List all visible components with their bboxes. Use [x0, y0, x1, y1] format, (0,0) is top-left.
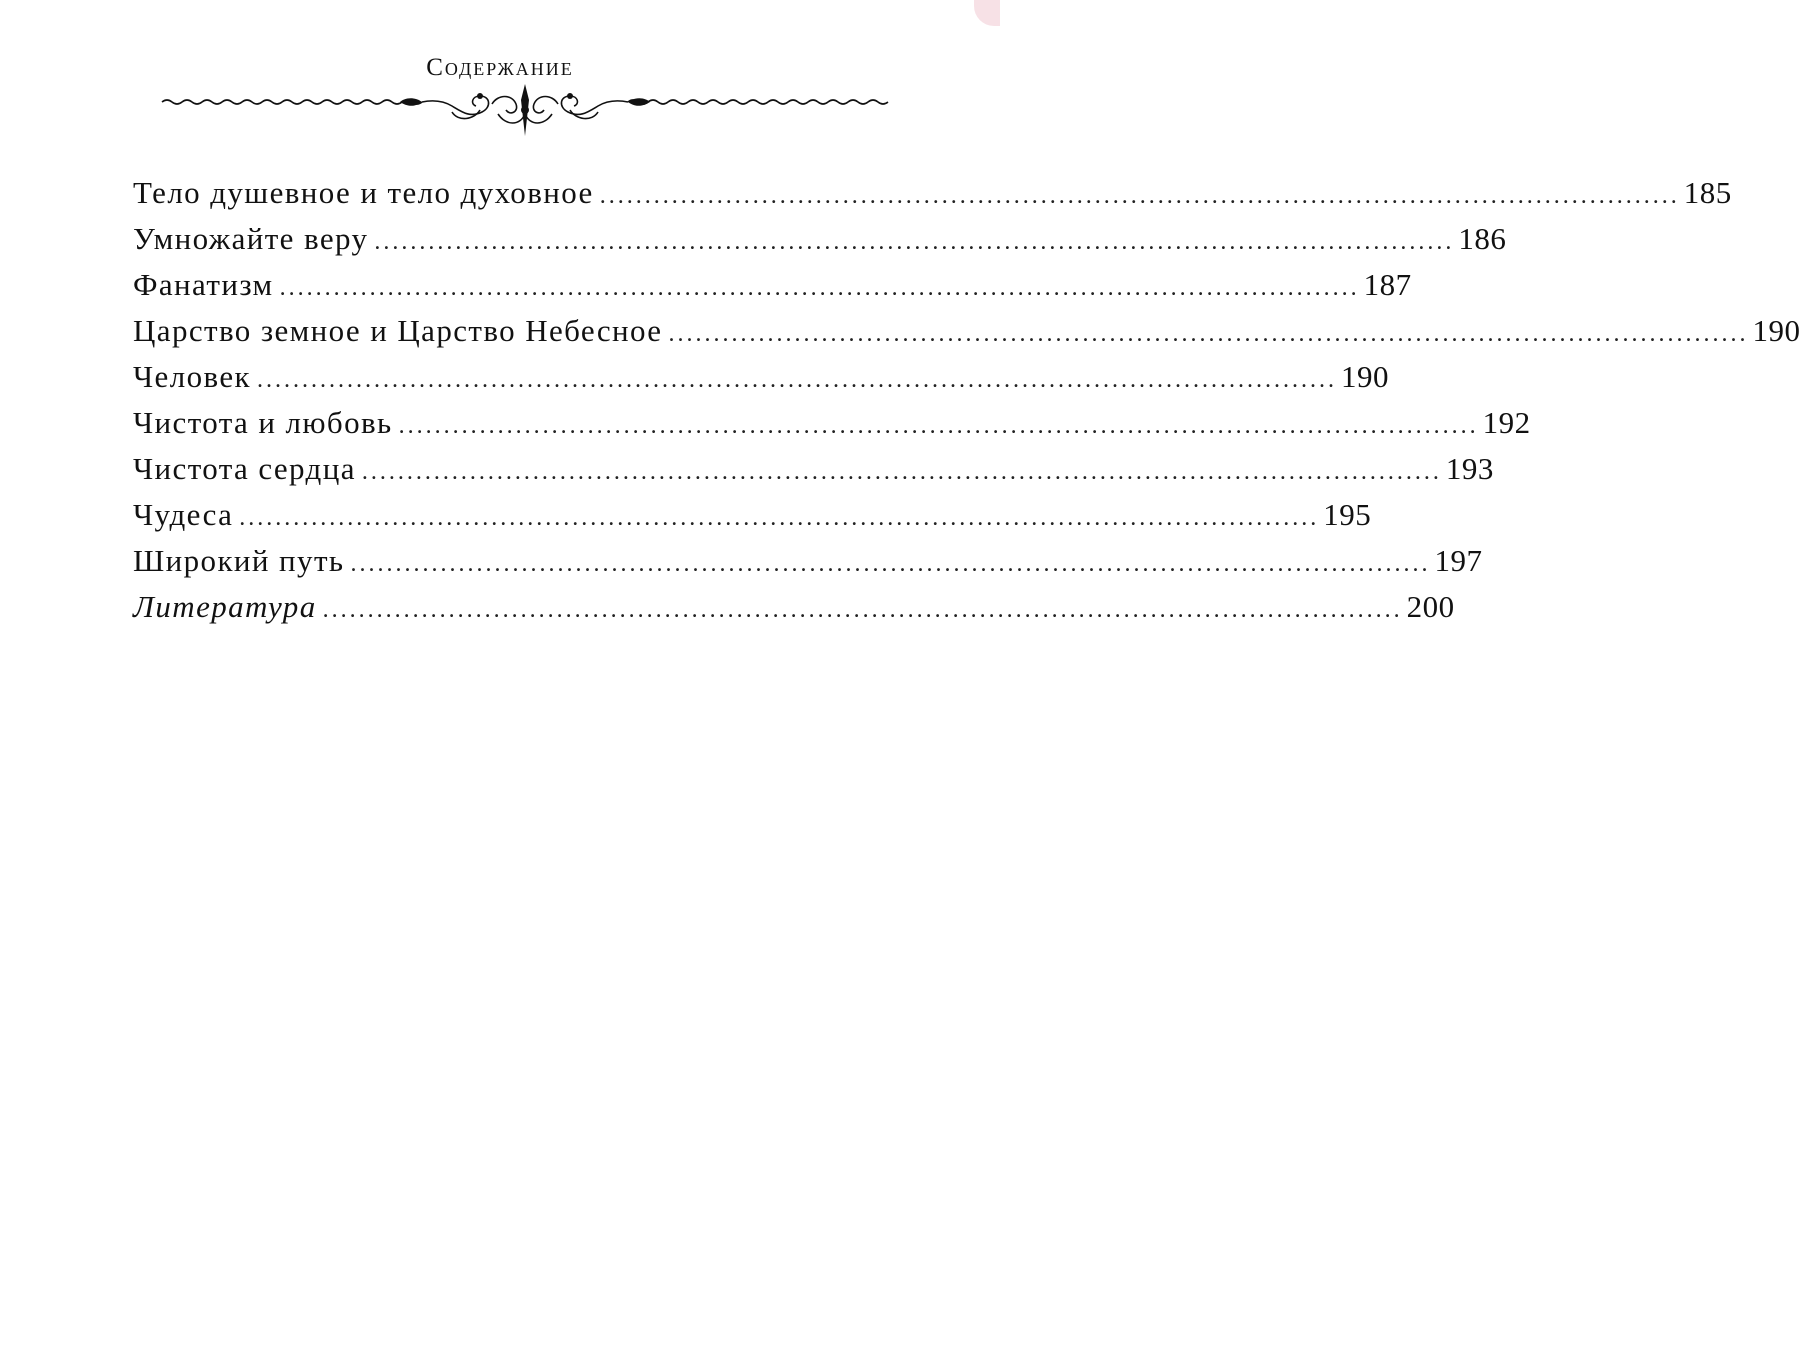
toc-entry-title: Чистота сердца	[133, 451, 356, 486]
toc-entry-page: 193	[1445, 451, 1494, 486]
toc-entry	[133, 492, 1372, 538]
toc-entry-page: 197	[1434, 543, 1483, 578]
toc-dot-leader: ........................................................................................................................	[599, 183, 1680, 209]
toc-entry-title: Умножайте веру	[133, 221, 369, 256]
fleuron-divider-icon	[160, 80, 890, 144]
toc-dot-leader: ........................................................................................................................	[350, 551, 1431, 577]
running-title: Содержание	[426, 54, 574, 81]
toc-dot-leader: ........................................................................................................................	[239, 505, 1320, 531]
toc-entry	[133, 584, 1455, 630]
toc-entry	[133, 354, 1389, 400]
toc-entry-title: Фанатизм	[133, 267, 274, 302]
toc-entry-page: 195	[1323, 497, 1372, 532]
toc-entry-title: Чудеса	[133, 497, 234, 532]
toc-entry	[133, 308, 1800, 354]
toc-entry	[133, 216, 1507, 262]
toc-dot-leader: ........................................................................................................................	[668, 321, 1749, 347]
toc-dot-leader: ........................................................................................................................	[279, 275, 1360, 301]
toc-entry-page: 200	[1406, 589, 1455, 624]
toc-entry-page: 190	[1752, 313, 1800, 348]
toc-dot-leader: ........................................................................................................................	[256, 367, 1337, 393]
toc-entry-title: Тело душевное и тело духовное	[133, 175, 594, 210]
toc-entry-page: 192	[1482, 405, 1531, 440]
table-of-contents	[133, 170, 1800, 630]
page-edge-mark	[974, 0, 1000, 26]
toc-entry-title: Чистота и любовь	[133, 405, 393, 440]
toc-entry-page: 185	[1683, 175, 1732, 210]
toc-entry	[133, 170, 1732, 216]
toc-entry-title: Царство земное и Царство Небесное	[133, 313, 663, 348]
toc-entry-page: 186	[1458, 221, 1507, 256]
toc-entry	[133, 400, 1531, 446]
toc-entry-title: Литература	[133, 589, 317, 624]
toc-entry	[133, 262, 1412, 308]
toc-entry-page: 187	[1363, 267, 1412, 302]
toc-entry-title: Человек	[133, 359, 251, 394]
toc-dot-leader: ........................................................................................................................	[374, 229, 1455, 255]
toc-entry-page: 190	[1340, 359, 1389, 394]
toc-entry	[133, 446, 1494, 492]
toc-dot-leader: ........................................................................................................................	[398, 413, 1479, 439]
toc-entry	[133, 538, 1483, 584]
toc-dot-leader: ........................................................................................................................	[322, 597, 1403, 623]
toc-entry-title: Широкий путь	[133, 543, 345, 578]
toc-dot-leader: ........................................................................................................................	[361, 459, 1442, 485]
